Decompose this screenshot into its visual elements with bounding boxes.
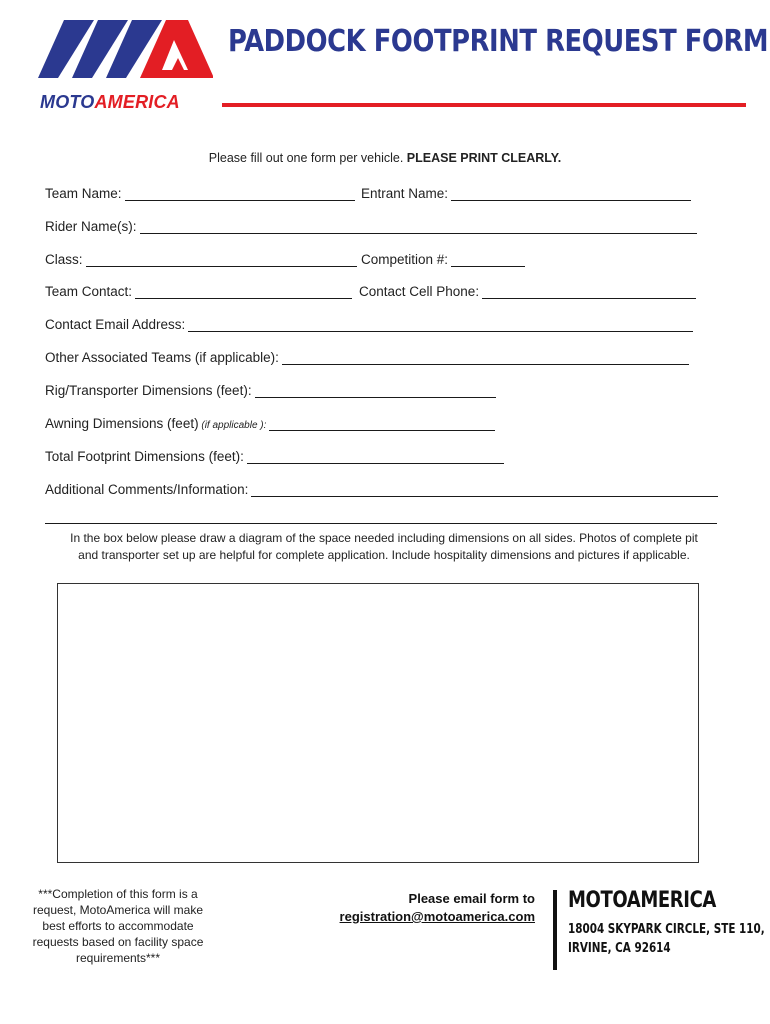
row-rig-dimensions [45, 378, 496, 398]
team-name-label: Team Name: [45, 186, 122, 201]
awning-dimensions-input-line[interactable] [269, 415, 495, 431]
team-name-field[interactable] [45, 181, 355, 201]
fill-instructions [0, 151, 770, 165]
awning-note-close: ): [257, 420, 267, 431]
awning-dimensions-label [45, 416, 266, 431]
logo-wordmark [40, 92, 180, 113]
contact-cell-phone-input-line[interactable] [482, 283, 696, 299]
contact-email-label: Contact Email Address: [45, 317, 186, 332]
competition-number-field[interactable] [361, 247, 525, 267]
company-address [568, 920, 765, 958]
row-rider-names [45, 214, 697, 234]
email-block [330, 890, 535, 926]
row-awning-dimensions [45, 411, 495, 431]
row-additional-comments [45, 477, 718, 497]
row-contact [45, 279, 696, 299]
contact-email-field[interactable] [45, 312, 693, 332]
class-input-line[interactable] [86, 251, 357, 267]
logo-wordmark-america: AMERICA [94, 92, 180, 112]
total-footprint-input-line[interactable] [247, 448, 504, 464]
row-team-entrant [45, 181, 695, 201]
total-footprint-field[interactable] [45, 444, 504, 464]
team-contact-label: Team Contact: [45, 284, 133, 299]
competition-number-input-line[interactable] [451, 251, 525, 267]
team-contact-input-line[interactable] [135, 283, 352, 299]
footer-divider [553, 890, 557, 970]
rig-dimensions-label: Rig/Transporter Dimensions (feet): [45, 383, 252, 398]
rig-dimensions-input-line[interactable] [255, 382, 496, 398]
entrant-name-input-line[interactable] [451, 185, 691, 201]
additional-comments-field[interactable] [45, 477, 718, 497]
class-field[interactable] [45, 247, 357, 267]
awning-note-open: ( [198, 420, 205, 431]
awning-dimensions-label-text: Awning Dimensions (feet) [45, 416, 199, 431]
motoamerica-logo [38, 18, 213, 114]
entrant-name-label: Entrant Name: [361, 186, 449, 201]
row-other-teams [45, 345, 689, 365]
address-line-1: 18004 SKYPARK CIRCLE, STE 110, [568, 922, 765, 937]
registration-email-link[interactable]: registration@motoamerica.com [339, 909, 535, 924]
row-class-competition [45, 247, 525, 267]
row-total-footprint [45, 444, 504, 464]
other-teams-field[interactable] [45, 345, 689, 365]
rider-names-field[interactable] [45, 214, 697, 234]
team-name-input-line[interactable] [125, 185, 355, 201]
title-underline [222, 103, 746, 107]
other-teams-input-line[interactable] [282, 349, 689, 365]
additional-comments-line-2[interactable] [45, 523, 717, 524]
additional-comments-input-line[interactable] [251, 481, 718, 497]
address-line-2: IRVINE, CA 92614 [568, 941, 671, 956]
instructions-emphasis: PLEASE PRINT CLEARLY. [406, 151, 562, 165]
contact-email-input-line[interactable] [188, 316, 693, 332]
other-teams-label: Other Associated Teams (if applicable): [45, 350, 279, 365]
entrant-name-field[interactable] [361, 181, 691, 201]
completion-note: ***Completion of this form is a request, MotoAmerica will make best efforts to accommodate requests based on facility space requirements*** [32, 887, 204, 965]
team-contact-field[interactable] [45, 279, 352, 299]
row-email [45, 312, 693, 332]
total-footprint-label: Total Footprint Dimensions (feet): [45, 449, 244, 464]
class-label: Class: [45, 252, 83, 267]
awning-dimensions-field[interactable] [45, 411, 495, 431]
rig-dimensions-field[interactable] [45, 378, 496, 398]
additional-comments-label: Additional Comments/Information: [45, 482, 249, 497]
page-title: PADDOCK FOOTPRINT REQUEST FORM [228, 24, 769, 59]
contact-cell-phone-field[interactable] [359, 279, 696, 299]
logo-wordmark-moto: MOTO [40, 92, 95, 112]
instructions-text: Please fill out one form per vehicle. [208, 151, 404, 165]
motoamerica-logo-icon [38, 18, 213, 94]
competition-number-label: Competition #: [361, 252, 449, 267]
diagram-drawing-box[interactable] [57, 583, 699, 863]
awning-note: if applicable [204, 420, 258, 431]
contact-cell-phone-label: Contact Cell Phone: [359, 284, 480, 299]
rider-names-label: Rider Name(s): [45, 219, 137, 234]
rider-names-input-line[interactable] [140, 218, 697, 234]
email-prompt: Please email form to [408, 891, 535, 906]
company-name: MOTOAMERICA [568, 888, 716, 913]
diagram-instructions: In the box below please draw a diagram of the space needed including dimensions on all sides. Photos of complete pit and transporter set up are helpful for complete application. Include hospitality dimensions and pictures if applicable. [70, 531, 698, 562]
